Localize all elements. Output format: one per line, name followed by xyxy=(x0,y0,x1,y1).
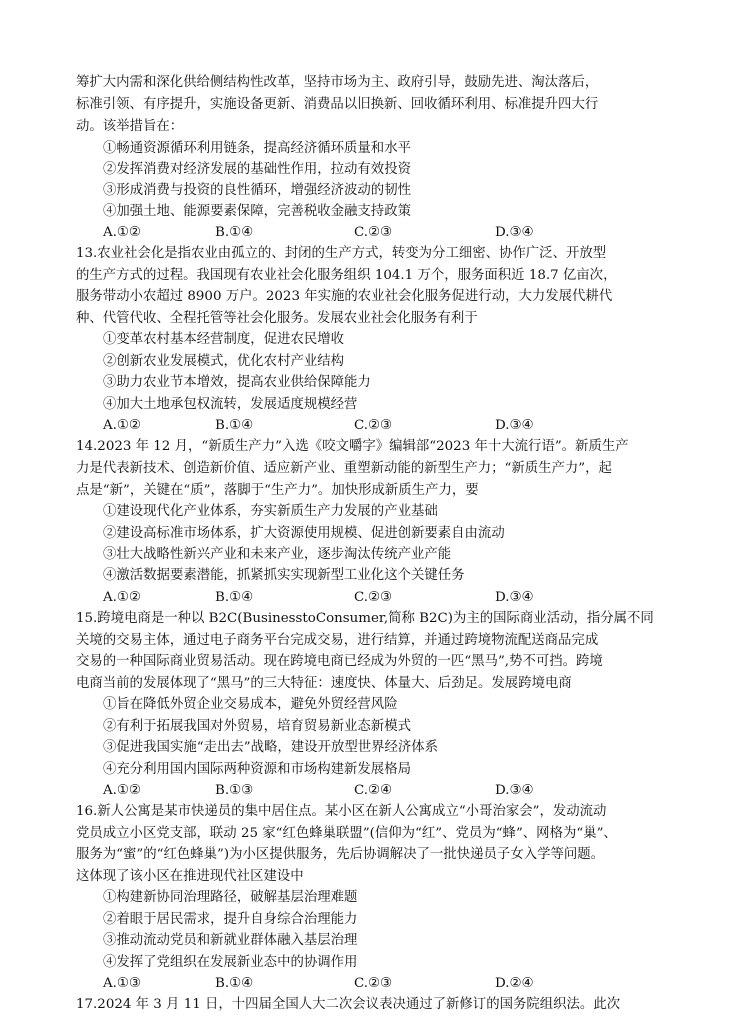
q14-stem-line-1: 14.2023 年 12 月，“新质生产力”入选《咬文嚼字》编辑部“2023 年十大流行语”。新质生产 xyxy=(76,439,629,454)
q12-stem-line-3: 动。该举措旨在： xyxy=(76,119,184,134)
q16-option-b[interactable]: B.①④ xyxy=(215,976,254,991)
q16-item-4: ④发挥了党组织在发展新业态中的协调作用 xyxy=(103,955,358,970)
q14-stem-line-2: 力是代表新技术、创造新价值、适应新产业、重塑新动能的新型生产力；“新质生产力”，起 xyxy=(76,461,612,476)
q13-stem-line-3: 服务带动小农超过 8900 万户。2023 年实施的农业社会化服务促进行动，大力发展代耕代 xyxy=(76,289,613,304)
q14-options xyxy=(103,588,663,608)
q16-item-1: ①构建新协同治理路径，破解基层治理难题 xyxy=(103,890,358,905)
q15-option-c[interactable]: C.②④ xyxy=(354,783,393,798)
q16-stem-line-3: 服务为“蜜”的“红色蜂巢”)为小区提供服务，先后协调解决了一批快递员子女入学等问题。 xyxy=(76,847,605,862)
q12-item-2: ②发挥消费对经济发展的基础性作用，拉动有效投资 xyxy=(103,162,411,177)
q12-option-b[interactable]: B.①④ xyxy=(215,225,254,240)
q12-item-3: ③形成消费与投资的良性循环，增强经济波动的韧性 xyxy=(103,183,411,198)
q15-option-a[interactable]: A.①② xyxy=(103,783,141,798)
q15-item-3: ③促进我国实施“走出去”战略，建设开放型世界经济体系 xyxy=(103,740,439,755)
q13-stem-line-1: 13.农业社会化是指农业由孤立的、封闭的生产方式，转变为分工细密、协作广泛、开放型 xyxy=(76,246,607,261)
q15-item-4: ④充分利用国内国际两种资源和市场构建新发展格局 xyxy=(103,762,411,777)
q14-option-c[interactable]: C.②③ xyxy=(354,590,393,605)
q14-item-2: ②建设高标准市场体系，扩大资源使用规模、促进创新要素自由流动 xyxy=(103,526,505,541)
q14-option-d[interactable]: D.③④ xyxy=(495,590,534,605)
q16-option-d[interactable]: D.②④ xyxy=(495,976,534,991)
q15-item-1: ①旨在降低外贸企业交易成本，避免外贸经营风险 xyxy=(103,697,398,712)
q16-stem-line-2: 党员成立小区党支部，联动 25 家“红色蜂巢联盟”(信仰为“红”、党员为“蜂”、网格为“巢”、 xyxy=(76,826,617,841)
q12-item-1: ①畅通资源循环利用链条，提高经济循环质量和水平 xyxy=(103,141,411,156)
q16-option-a[interactable]: A.①③ xyxy=(103,976,141,991)
q16-options xyxy=(103,974,663,994)
q15-stem-line-4: 电商当前的发展体现了“黑马”的三大特征：速度快、体量大、后劲足。发展跨境电商 xyxy=(76,676,572,691)
q13-stem-line-4: 种、代管代收、全程托管等社会化服务。发展农业社会化服务有利于 xyxy=(76,311,478,326)
q14-option-a[interactable]: A.①② xyxy=(103,590,141,605)
q14-stem-line-3: 点是“新”，关键在“质”，落脚于“生产力”。加快形成新质生产力，要 xyxy=(76,483,479,498)
q12-option-c[interactable]: C.②③ xyxy=(354,225,393,240)
q14-item-3: ③壮大战略性新兴产业和未来产业，逐步淘汰传统产业产能 xyxy=(103,547,452,562)
q12-option-d[interactable]: D.③④ xyxy=(495,225,534,240)
q15-option-d[interactable]: D.③④ xyxy=(495,783,534,798)
q15-stem-line-3: 交易的一种国际商业贸易活动。现在跨境电商已经成为外贸的一匹“黑马”,势不可挡。跨境 xyxy=(76,654,603,669)
q13-item-4: ④加大土地承包权流转，发展适度规模经营 xyxy=(103,397,358,412)
q12-item-4: ④加强土地、能源要素保障，完善税收金融支持政策 xyxy=(103,204,411,219)
q14-item-4: ④激活数据要素潜能，抓紧抓实实现新型工业化这个关键任务 xyxy=(103,568,465,583)
q13-option-d[interactable]: D.③④ xyxy=(495,418,534,433)
q12-options xyxy=(103,223,663,243)
q15-option-b[interactable]: B.①③ xyxy=(215,783,254,798)
q16-option-c[interactable]: C.②③ xyxy=(354,976,393,991)
q13-option-a[interactable]: A.①② xyxy=(103,418,141,433)
q13-item-3: ③助力农业节本增效，提高农业供给保障能力 xyxy=(103,375,371,390)
q13-option-b[interactable]: B.①④ xyxy=(215,418,254,433)
q13-item-1: ①变革农村基本经营制度，促进农民增收 xyxy=(103,332,345,347)
q16-stem-line-1: 16.新人公寓是某市快递员的集中居住点。某小区在新人公寓成立“小哥治家会”，发动流动 xyxy=(76,804,607,819)
q13-stem-line-2: 的生产方式的过程。我国现有农业社会化服务组织 104.1 万个，服务面积近 18.7 亿亩次， xyxy=(76,268,617,283)
q12-stem-line-1: 筹扩大内需和深化供给侧结构性改革，坚持市场为主、政府引导，鼓励先进、淘汰落后， xyxy=(76,75,599,90)
q14-item-1: ①建设现代化产业体系，夯实新质生产力发展的产业基础 xyxy=(103,504,438,519)
q16-item-3: ③推动流动党员和新就业群体融入基层治理 xyxy=(103,933,358,948)
q13-option-c[interactable]: C.②③ xyxy=(354,418,393,433)
q14-option-b[interactable]: B.①④ xyxy=(215,590,254,605)
q15-options xyxy=(103,781,663,801)
q15-stem-line-1: 15.跨境电商是一种以 B2C(BusinesstoConsumer,简称 B2C)为主的国际商业活动，指分属不同 xyxy=(76,611,654,626)
q13-item-2: ②创新农业发展模式，优化农村产业结构 xyxy=(103,354,345,369)
q12-stem-line-2: 标准引领、有序提升，实施设备更新、消费品以旧换新、回收循环利用、标准提升四大行 xyxy=(76,97,599,112)
q12-option-a[interactable]: A.①② xyxy=(103,225,141,240)
q15-stem-line-2: 关境的交易主体，通过电子商务平台完成交易，进行结算，并通过跨境物流配送商品完成 xyxy=(76,633,599,648)
q17-stem-line-1: 17.2024 年 3 月 11 日，十四届全国人大二次会议表决通过了新修订的国务院组织法。此次 xyxy=(76,997,621,1012)
q16-item-2: ②着眼于居民需求，提升自身综合治理能力 xyxy=(103,912,358,927)
q15-item-2: ②有利于拓展我国对外贸易，培育贸易新业态新模式 xyxy=(103,719,411,734)
q16-stem-line-4: 这体现了该小区在推进现代社区建设中 xyxy=(76,869,304,884)
q13-options xyxy=(103,416,663,436)
